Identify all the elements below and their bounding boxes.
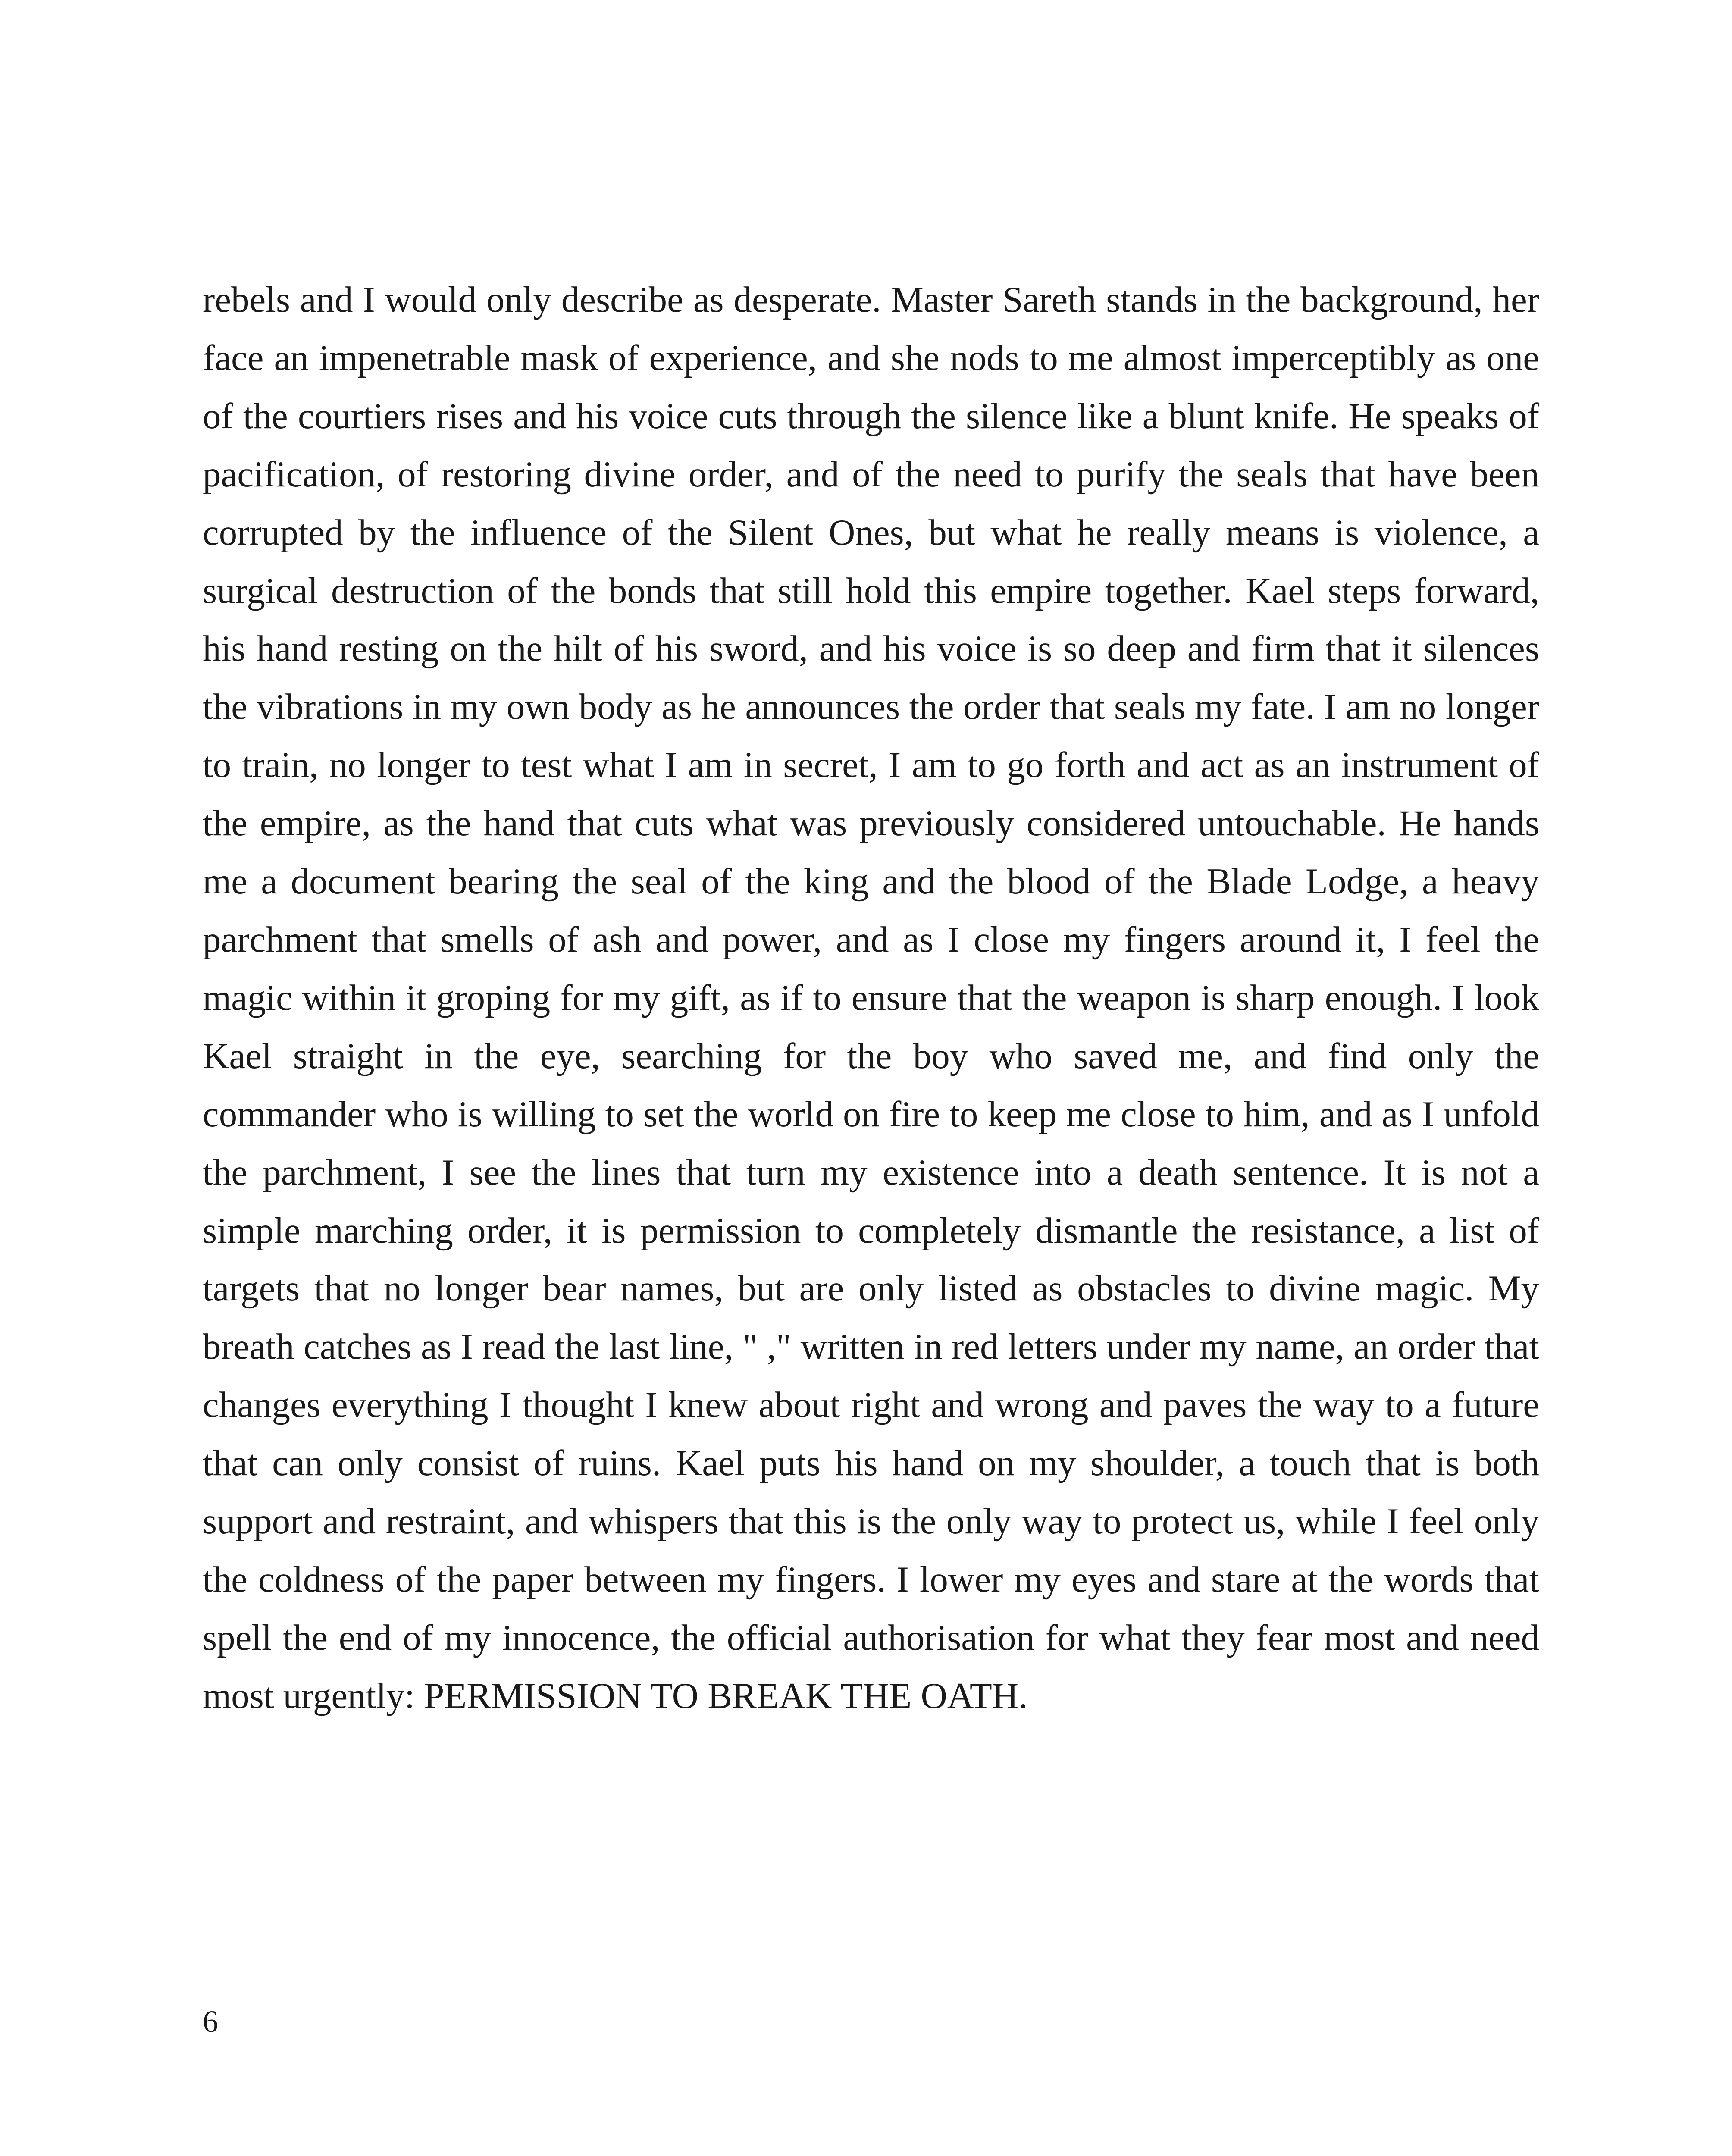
page-number: 6 [203, 2004, 218, 2039]
body-paragraph: rebels and I would only describe as desperate. Master Sareth stands in the background, her face an impenetrable mask of experience, and she nods to me almost imperceptibly as one of the courtiers rises and his voice cuts through the silence like a blunt knife. He speaks of pacification, of restoring divine order, and of the need to purify the seals that have been corrupted by the influence of the Silent Ones, but what he really means is violence, a surgical destruction of the bonds that still hold this empire together. Kael steps forward, his hand resting on the hilt of his sword, and his voice is so deep and firm that it silences the vibrations in my own body as he announces the order that seals my fate. I am no longer to train, no longer to test what I am in secret, I am to go forth and act as an instrument of the empire, as the hand that cuts what was previously considered untouchable. He hands me a document bearing the seal of the king and the blood of the Blade Lodge, a heavy parchment that smells of ash and power, and as I close my fingers around it, I feel the magic within it groping for my gift, as if to ensure that the weapon is sharp enough. I look Kael straight in the eye, searching for the boy who saved me, and find only the commander who is willing to set the world on fire to keep me close to him, and as I unfold the parchment, I see the lines that turn my existence into a death sentence. It is not a simple marching order, it is permission to completely dismantle the resistance, a list of targets that no longer bear names, but are only listed as obstacles to divine magic. My breath catches as I read the last line, " ," written in red letters under my name, an order that changes everything I thought I knew about right and wrong and paves the way to a future that can only consist of ruins. Kael puts his hand on my shoulder, a touch that is both support and restraint, and whispers that this is the only way to protect us, while I feel only the coldness of the paper between my fingers. I lower my eyes and stare at the words that spell the end of my innocence, the official authorisation for what they fear most and need most urgently: PERMISSION TO BREAK THE OATH. [203, 279, 1539, 1716]
